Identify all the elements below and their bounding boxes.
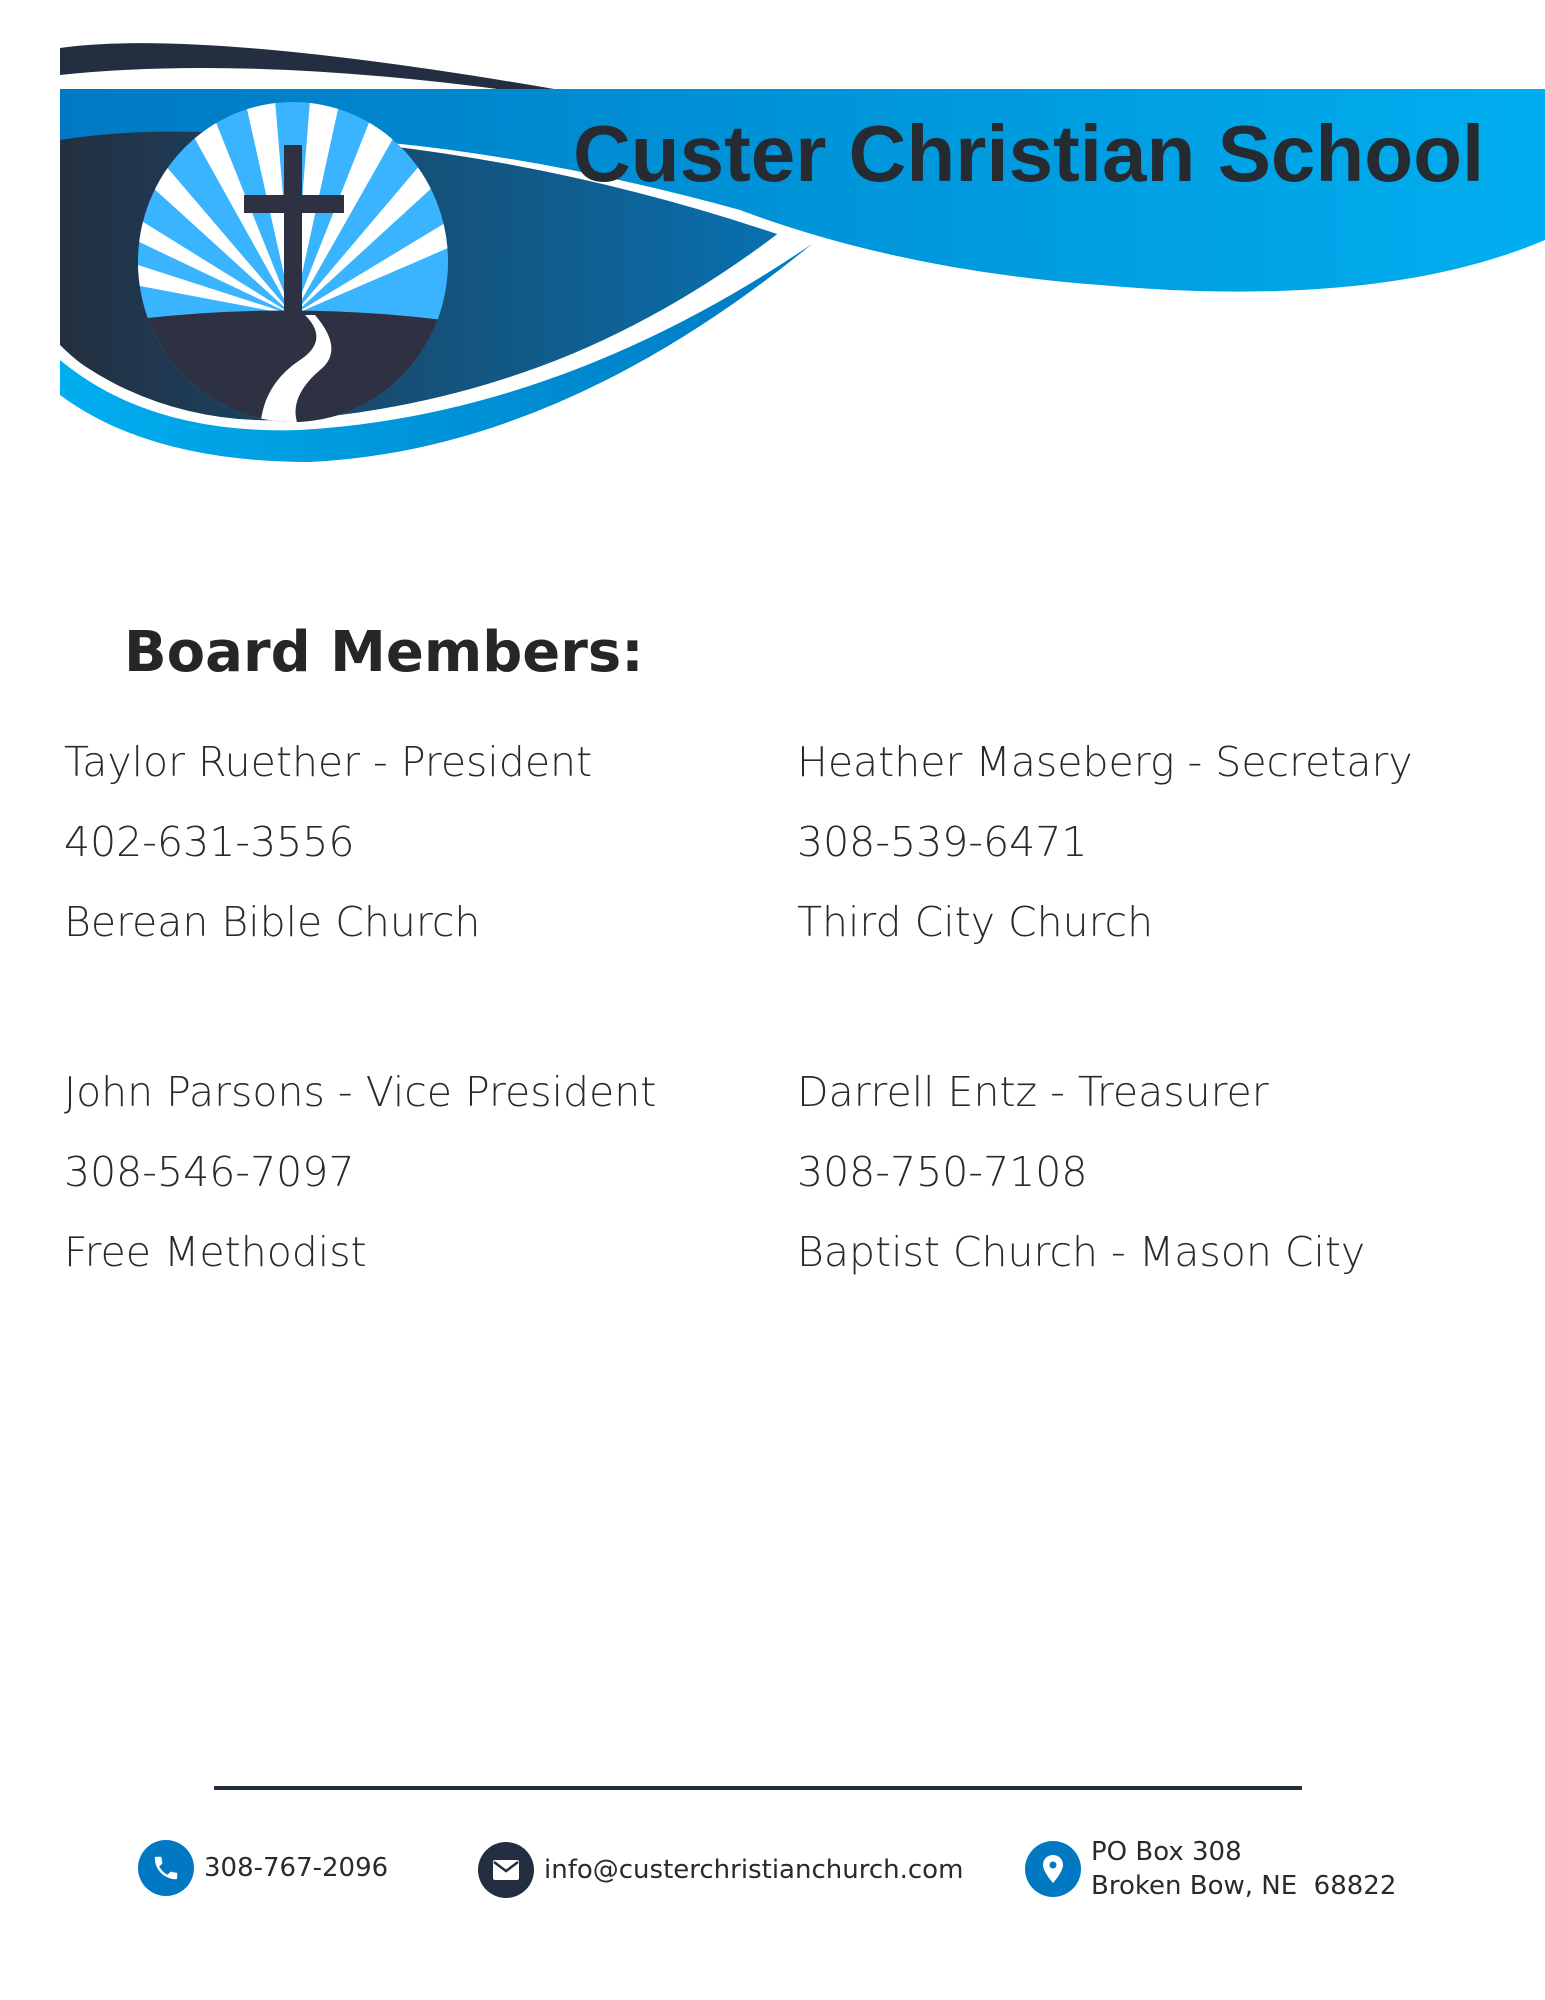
footer-address-line1: PO Box 308 bbox=[1091, 1837, 1242, 1867]
header-banner bbox=[0, 0, 1545, 480]
member-name-role: Taylor Ruether - President bbox=[64, 738, 593, 786]
footer-phone-text: 308-767-2096 bbox=[204, 1853, 389, 1883]
member-phone: 308-750-7108 bbox=[797, 1148, 1088, 1196]
footer-address bbox=[1025, 1835, 1396, 1903]
member-church: Berean Bible Church bbox=[64, 898, 481, 946]
board-member-vice-president bbox=[64, 1068, 657, 1312]
phone-icon bbox=[138, 1840, 194, 1896]
footer-email bbox=[478, 1842, 963, 1898]
member-phone: 308-546-7097 bbox=[64, 1148, 355, 1196]
board-member-secretary bbox=[797, 738, 1413, 982]
member-church: Free Methodist bbox=[64, 1228, 367, 1276]
member-name-role: John Parsons - Vice President bbox=[64, 1068, 657, 1116]
school-title: Custer Christian School bbox=[573, 109, 1485, 198]
map-pin-icon bbox=[1025, 1841, 1081, 1897]
member-name-role: Darrell Entz - Treasurer bbox=[797, 1068, 1269, 1116]
member-name-role: Heather Maseberg - Secretary bbox=[797, 738, 1413, 786]
member-church: Third City Church bbox=[797, 898, 1154, 946]
board-members-heading: Board Members: bbox=[124, 620, 644, 685]
footer-address-line2: Broken Bow, NE 68822 bbox=[1091, 1871, 1397, 1901]
envelope-icon bbox=[478, 1842, 534, 1898]
footer-email-text[interactable]: info@custerchristianchurch.com bbox=[544, 1855, 964, 1885]
footer-phone bbox=[138, 1840, 388, 1896]
board-member-president bbox=[64, 738, 593, 982]
footer-divider bbox=[214, 1786, 1302, 1790]
dark-swoosh-top bbox=[60, 43, 560, 92]
member-church: Baptist Church - Mason City bbox=[797, 1228, 1366, 1276]
member-phone: 308-539-6471 bbox=[797, 818, 1088, 866]
board-member-treasurer bbox=[797, 1068, 1366, 1312]
member-phone: 402-631-3556 bbox=[64, 818, 355, 866]
